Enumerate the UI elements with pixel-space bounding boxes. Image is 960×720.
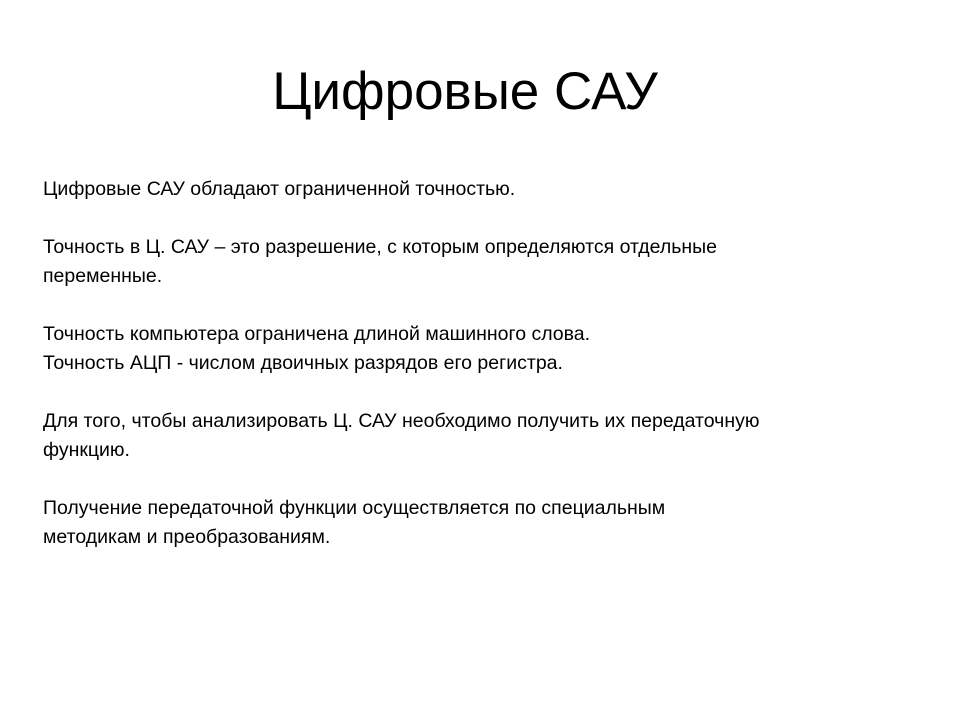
body-line: переменные. bbox=[43, 265, 163, 287]
paragraph-gap bbox=[43, 204, 938, 233]
slide-body bbox=[43, 175, 938, 552]
paragraph-gap bbox=[43, 378, 938, 407]
body-line: методикам и преобразованиям. bbox=[43, 526, 331, 548]
slide-title: Цифровые САУ bbox=[272, 62, 658, 121]
body-line: функцию. bbox=[43, 439, 130, 461]
body-line: Точность в Ц. САУ – это разрешение, с которым определяются отдельные bbox=[43, 236, 718, 258]
paragraph-gap bbox=[43, 291, 938, 320]
body-line: Получение передаточной функции осуществляется по специальным bbox=[43, 497, 666, 519]
body-line: Точность компьютера ограничена длиной машинного слова. bbox=[43, 323, 591, 345]
body-line: Для того, чтобы анализировать Ц. САУ необходимо получить их передаточную bbox=[43, 410, 760, 432]
paragraph-gap bbox=[43, 465, 938, 494]
body-line: Точность АЦП - числом двоичных разрядов его регистра. bbox=[43, 352, 563, 374]
body-line: Цифровые САУ обладают ограниченной точностью. bbox=[43, 178, 516, 200]
